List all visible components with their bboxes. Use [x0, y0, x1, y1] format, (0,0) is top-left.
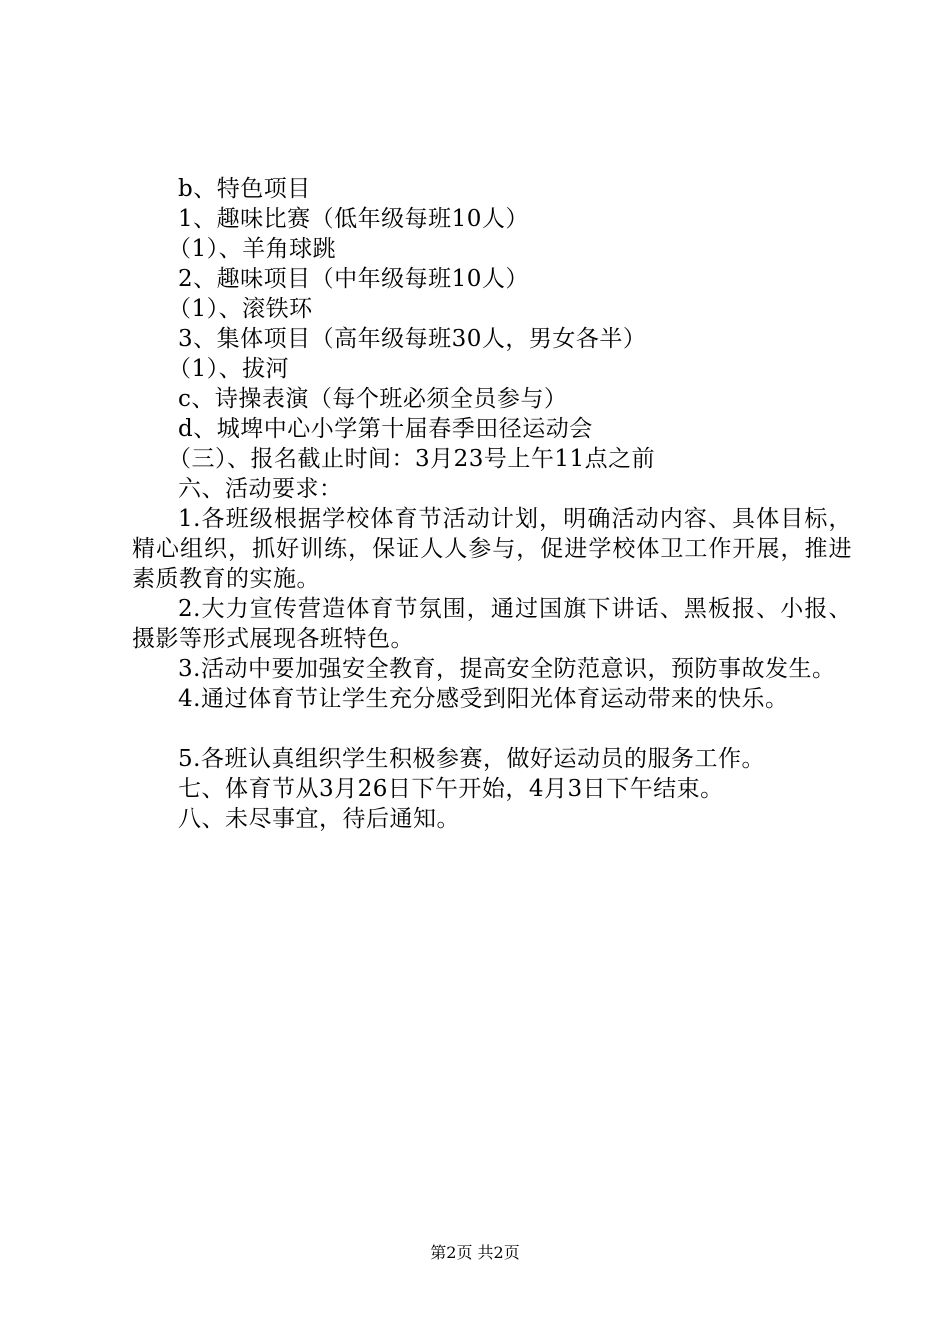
- requirement-paragraph: 4.通过体育节让学生充分感受到阳光体育运动带来的快乐。: [178, 686, 789, 712]
- section-heading: 六、活动要求：: [178, 476, 343, 502]
- text-line: （三）、报名截止时间：3月23号上午11点之前: [168, 446, 656, 472]
- text-line: 5.各班认真组织学生积极参赛，做好运动员的服务工作。: [178, 746, 765, 772]
- text-line: b、特色项目: [178, 176, 311, 202]
- requirement-paragraph: 3.活动中要加强安全教育，提高安全防范意识，预防事故发生。: [178, 656, 836, 682]
- text-line: （1）、拔河: [168, 356, 290, 382]
- text-line: c、诗操表演（每个班必须全员参与）: [178, 386, 568, 412]
- text-line: 2、趣味项目（中年级每班10人）: [178, 266, 529, 292]
- text-line: 3、集体项目（高年级每班30人，男女各半）: [178, 326, 647, 352]
- section-heading: 七、体育节从3月26日下午开始，4月3日下午结束。: [178, 776, 724, 802]
- section-heading: 八、未尽事宜，待后通知。: [178, 806, 460, 832]
- blank-line: [132, 714, 852, 744]
- requirement-paragraph: 1.各班级根据学校体育节活动计划，明确活动内容、具体目标，精心组织，抓好训练，保证人人参与，促进学校体卫工作开展，推进素质教育的实施。: [132, 506, 852, 592]
- page-footer: 第2页 共2页: [430, 1243, 520, 1262]
- text-line: （1）、滚铁环: [168, 296, 313, 322]
- text-line: 1、趣味比赛（低年级每班10人）: [178, 206, 529, 232]
- document-body: [132, 174, 852, 834]
- requirement-paragraph: 2.大力宣传营造体育节氛围，通过国旗下讲话、黑板报、小报、摄影等形式展现各班特色。: [132, 596, 852, 652]
- text-line: （1）、羊角球跳: [168, 236, 337, 262]
- text-line: d、城埤中心小学第十届春季田径运动会: [178, 416, 593, 442]
